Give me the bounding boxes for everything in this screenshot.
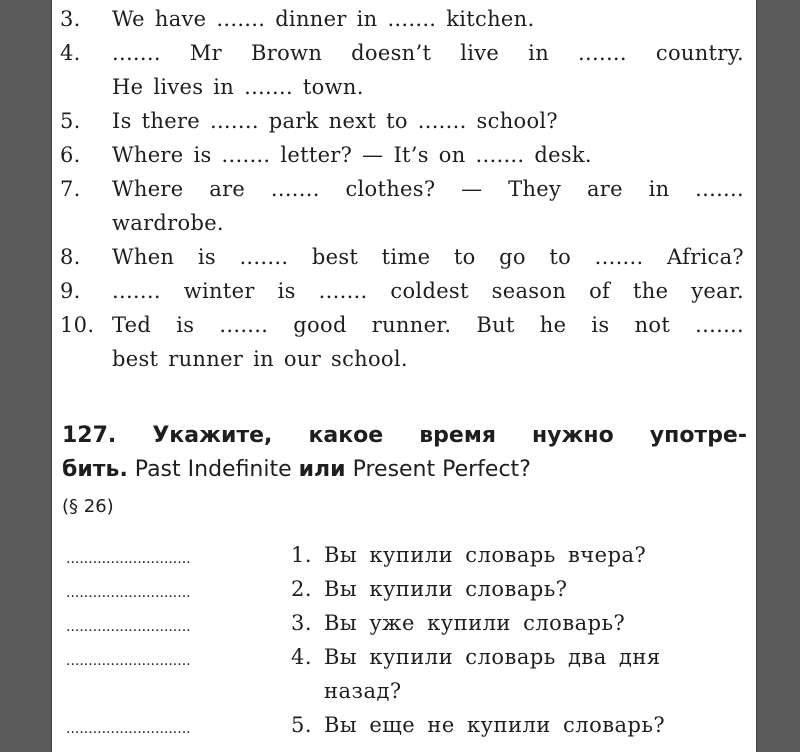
item-text: When is ....... best time to go to ....... Africa? [112, 245, 744, 269]
tense-b: Present Perfect? [345, 457, 531, 482]
list-item [60, 240, 750, 274]
heading-bold-word: бить. [62, 457, 128, 482]
item-text: He lives in ....... town. [112, 75, 364, 99]
item-number: 1. [290, 543, 312, 567]
item-text: Вы еще не купили словарь? [324, 713, 666, 737]
list-item [60, 70, 750, 104]
item-number: 9. [60, 279, 81, 303]
item-text: ....... winter is ....... coldest season of the year. [112, 279, 744, 303]
item-text: Where are ....... clothes? — They are in ....... [112, 177, 744, 201]
list-item [60, 206, 750, 240]
item-number: 5. [290, 713, 312, 737]
item-text: назад? [324, 679, 402, 703]
list-item [60, 172, 750, 206]
list-item [60, 274, 750, 308]
item-number: 8. [60, 245, 81, 269]
item-number: 4. [60, 41, 81, 65]
answer-blank: ............................ [66, 619, 191, 635]
item-text: We have ....... dinner in ....... kitchen. [112, 7, 535, 31]
list-item [60, 2, 750, 36]
list-item [60, 138, 750, 172]
list-item [60, 36, 750, 70]
item-text: Ted is ....... good runner. But he is not ....... [112, 313, 744, 337]
answer-blank: ............................ [66, 585, 191, 601]
item-text: wardrobe. [112, 211, 224, 235]
list-item [60, 308, 750, 342]
list-item [66, 640, 746, 674]
heading-or: или [298, 457, 346, 482]
list-item [66, 606, 746, 640]
grammar-reference: (§ 26) [62, 496, 114, 517]
list-item [66, 708, 746, 742]
answer-blank: ............................ [66, 551, 191, 567]
item-text: Вы уже купили словарь? [324, 611, 626, 635]
item-text: Вы купили словарь два дня [324, 645, 661, 669]
tense-a: Past Indefinite [127, 457, 299, 482]
list-item [66, 674, 746, 708]
heading-line-1: 127. Укажите, какое время нужно употре- [62, 423, 747, 448]
item-number: 3. [60, 7, 81, 31]
item-number: 5. [60, 109, 81, 133]
answer-blank: ............................ [66, 721, 191, 737]
answer-blank: ............................ [66, 653, 191, 669]
item-number: 3. [290, 611, 312, 635]
item-number: 6. [60, 143, 81, 167]
item-text: Is there ....... park next to ....... school? [112, 109, 558, 133]
item-number: 2. [290, 577, 312, 601]
list-item [60, 104, 750, 138]
heading-line-2 [62, 452, 747, 488]
item-text: Where is ....... letter? — It’s on ....... desk. [112, 143, 592, 167]
item-text: Вы купили словарь вчера? [324, 543, 647, 567]
list-item [66, 572, 746, 606]
item-text: best runner in our school. [112, 347, 408, 371]
textbook-page [52, 0, 756, 752]
item-text: ....... Mr Brown doesn’t live in ....... country. [112, 41, 744, 65]
item-number: 10. [60, 313, 95, 337]
item-number: 7. [60, 177, 81, 201]
list-item [60, 342, 750, 376]
list-item [66, 538, 746, 572]
item-text: Вы купили словарь? [324, 577, 568, 601]
item-number: 4. [290, 645, 312, 669]
